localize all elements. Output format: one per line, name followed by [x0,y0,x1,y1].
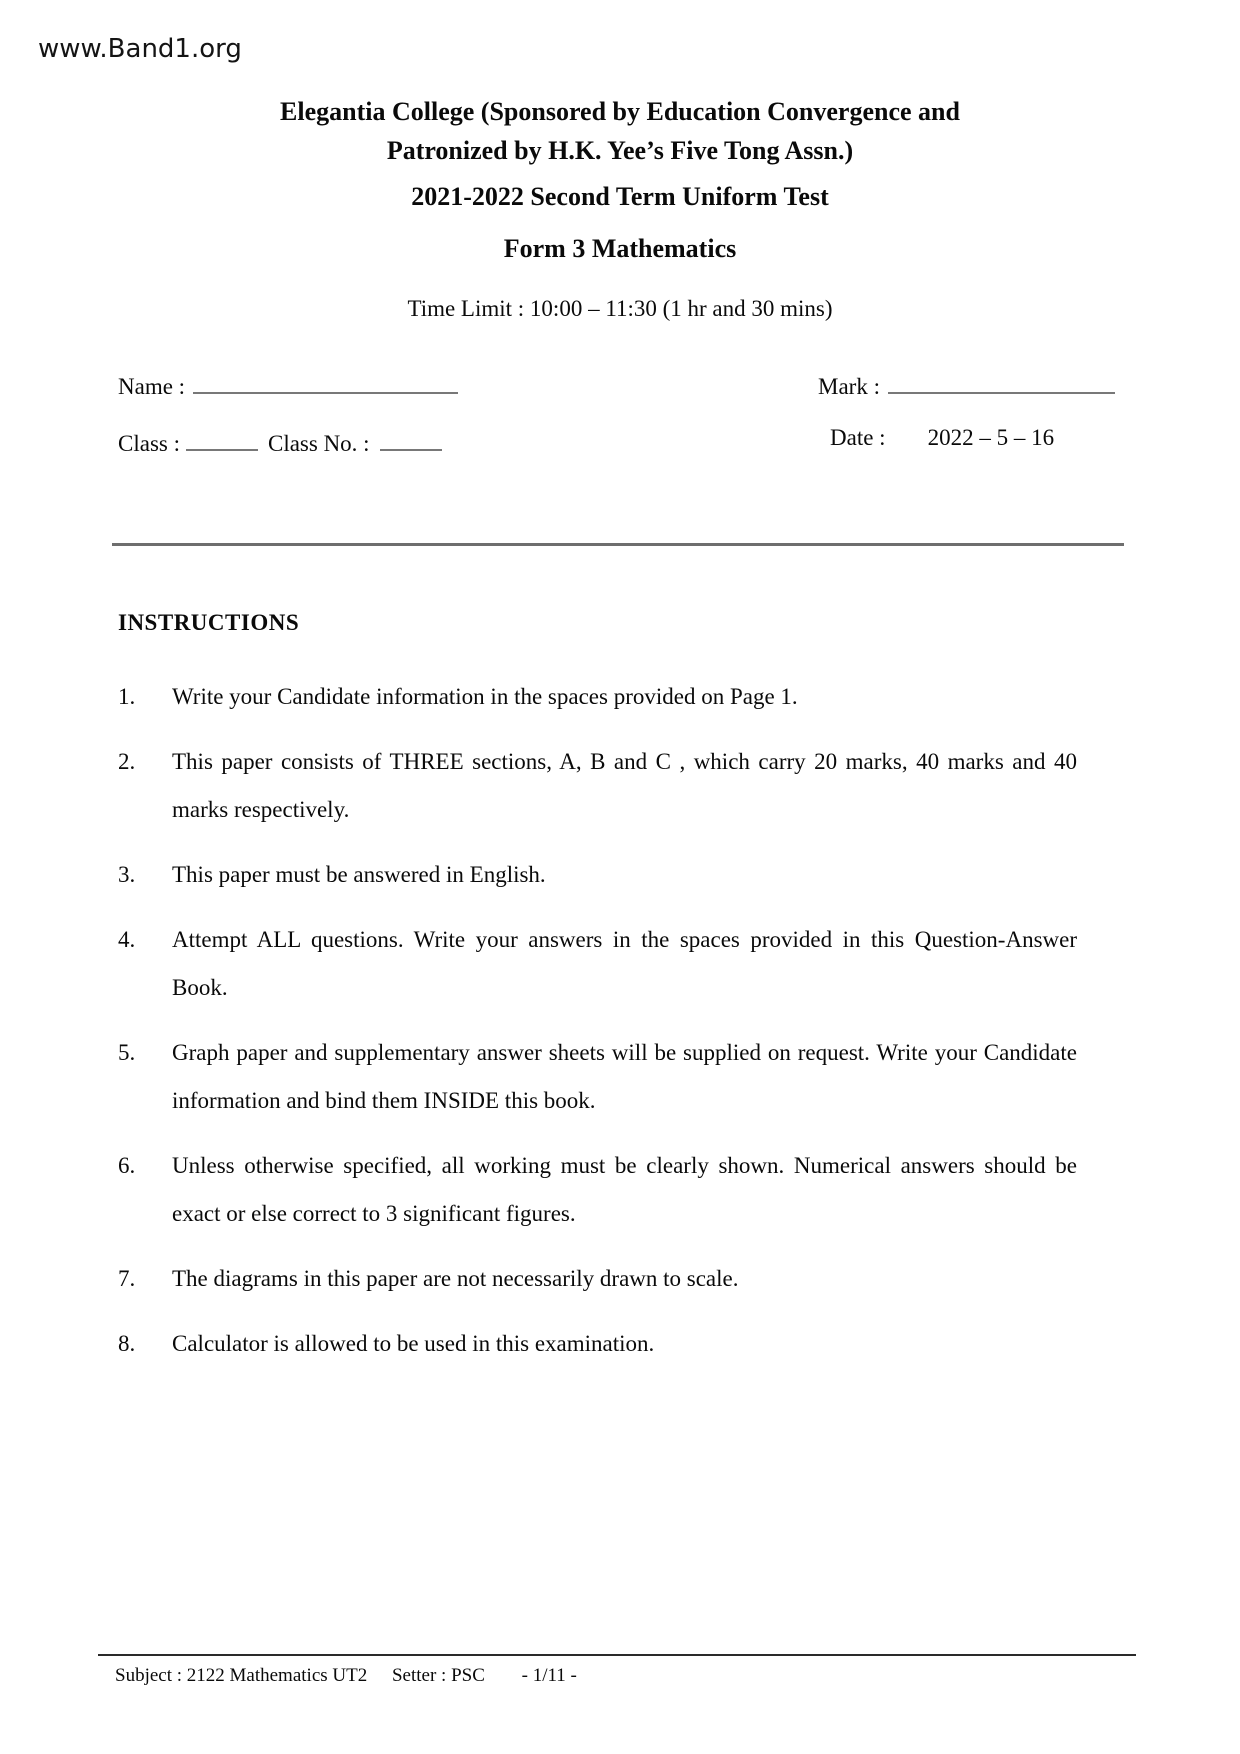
footer [98,1654,1136,1689]
date-value: 2022 – 5 – 16 [927,425,1055,450]
item-text: Graph paper and supplementary answer sheets will be supplied on request. Write your Candidate information and bind them INSIDE this book. [172,1040,1077,1113]
footer-setter: Setter : PSC [391,1665,485,1686]
item-number: 3. [118,862,136,887]
item-number: 8. [118,1331,136,1356]
item-text: The diagrams in this paper are not necessarily drawn to scale. [172,1266,739,1291]
form-title: Form 3 Mathematics [503,234,737,263]
name-label: Name : [118,374,186,399]
section-divider [112,543,1124,546]
instructions-list [118,673,1077,1368]
instruction-item [118,1142,1077,1238]
item-text: Unless otherwise specified, all working must be clearly shown. Numerical answers should be exact or else correct to 3 significant figures. [172,1153,1077,1226]
item-text: Calculator is allowed to be used in this examination. [172,1331,655,1356]
item-text: Write your Candidate information in the spaces provided on Page 1. [172,684,798,709]
test-title: 2021-2022 Second Term Uniform Test [411,182,829,211]
footer-subject: Subject : 2122 Mathematics UT2 [115,1665,368,1686]
time-limit: Time Limit : 10:00 – 11:30 (1 hr and 30 mins) [407,296,833,321]
item-number: 5. [118,1040,136,1065]
mark-label: Mark : [818,374,880,399]
item-number: 4. [118,927,136,952]
instruction-item [118,1320,1077,1368]
class-date-row [118,425,1130,457]
watermark: www.Band1.org [38,34,242,64]
item-number: 7. [118,1266,136,1291]
item-text: Attempt ALL questions. Write your answers in the spaces provided in this Question-Answer Book. [172,927,1077,1000]
mark-group [818,368,1115,400]
item-text: This paper must be answered in English. [172,862,546,887]
class-blank [186,425,258,451]
date-group [830,425,1054,451]
class-label: Class : [118,431,180,456]
school-title-line1: Elegantia College (Sponsored by Education Convergence and [280,97,960,126]
class-no-label: Class No. : [267,431,370,456]
instructions-heading: INSTRUCTIONS [118,610,300,635]
item-number: 6. [118,1153,136,1178]
school-title-line2: Patronized by H.K. Yee’s Five Tong Assn.) [386,136,854,165]
mark-blank [888,368,1115,394]
instruction-item [118,738,1077,834]
instruction-item [118,673,1077,721]
item-text: This paper consists of THREE sections, A, B and C , which carry 20 marks, 40 marks and 40 marks respectively. [172,749,1077,822]
date-label: Date : [830,425,886,450]
item-number: 1. [118,684,136,709]
name-mark-row [118,368,1130,400]
instruction-item [118,851,1077,899]
instruction-item [118,1029,1077,1125]
class-no-blank [380,425,442,451]
instruction-item [118,1255,1077,1303]
school-title [0,92,1240,170]
name-blank [193,368,458,394]
item-number: 2. [118,749,136,774]
candidate-info [0,368,1240,457]
instruction-item [118,916,1077,1012]
footer-page-number: - 1/11 - [521,1665,577,1686]
